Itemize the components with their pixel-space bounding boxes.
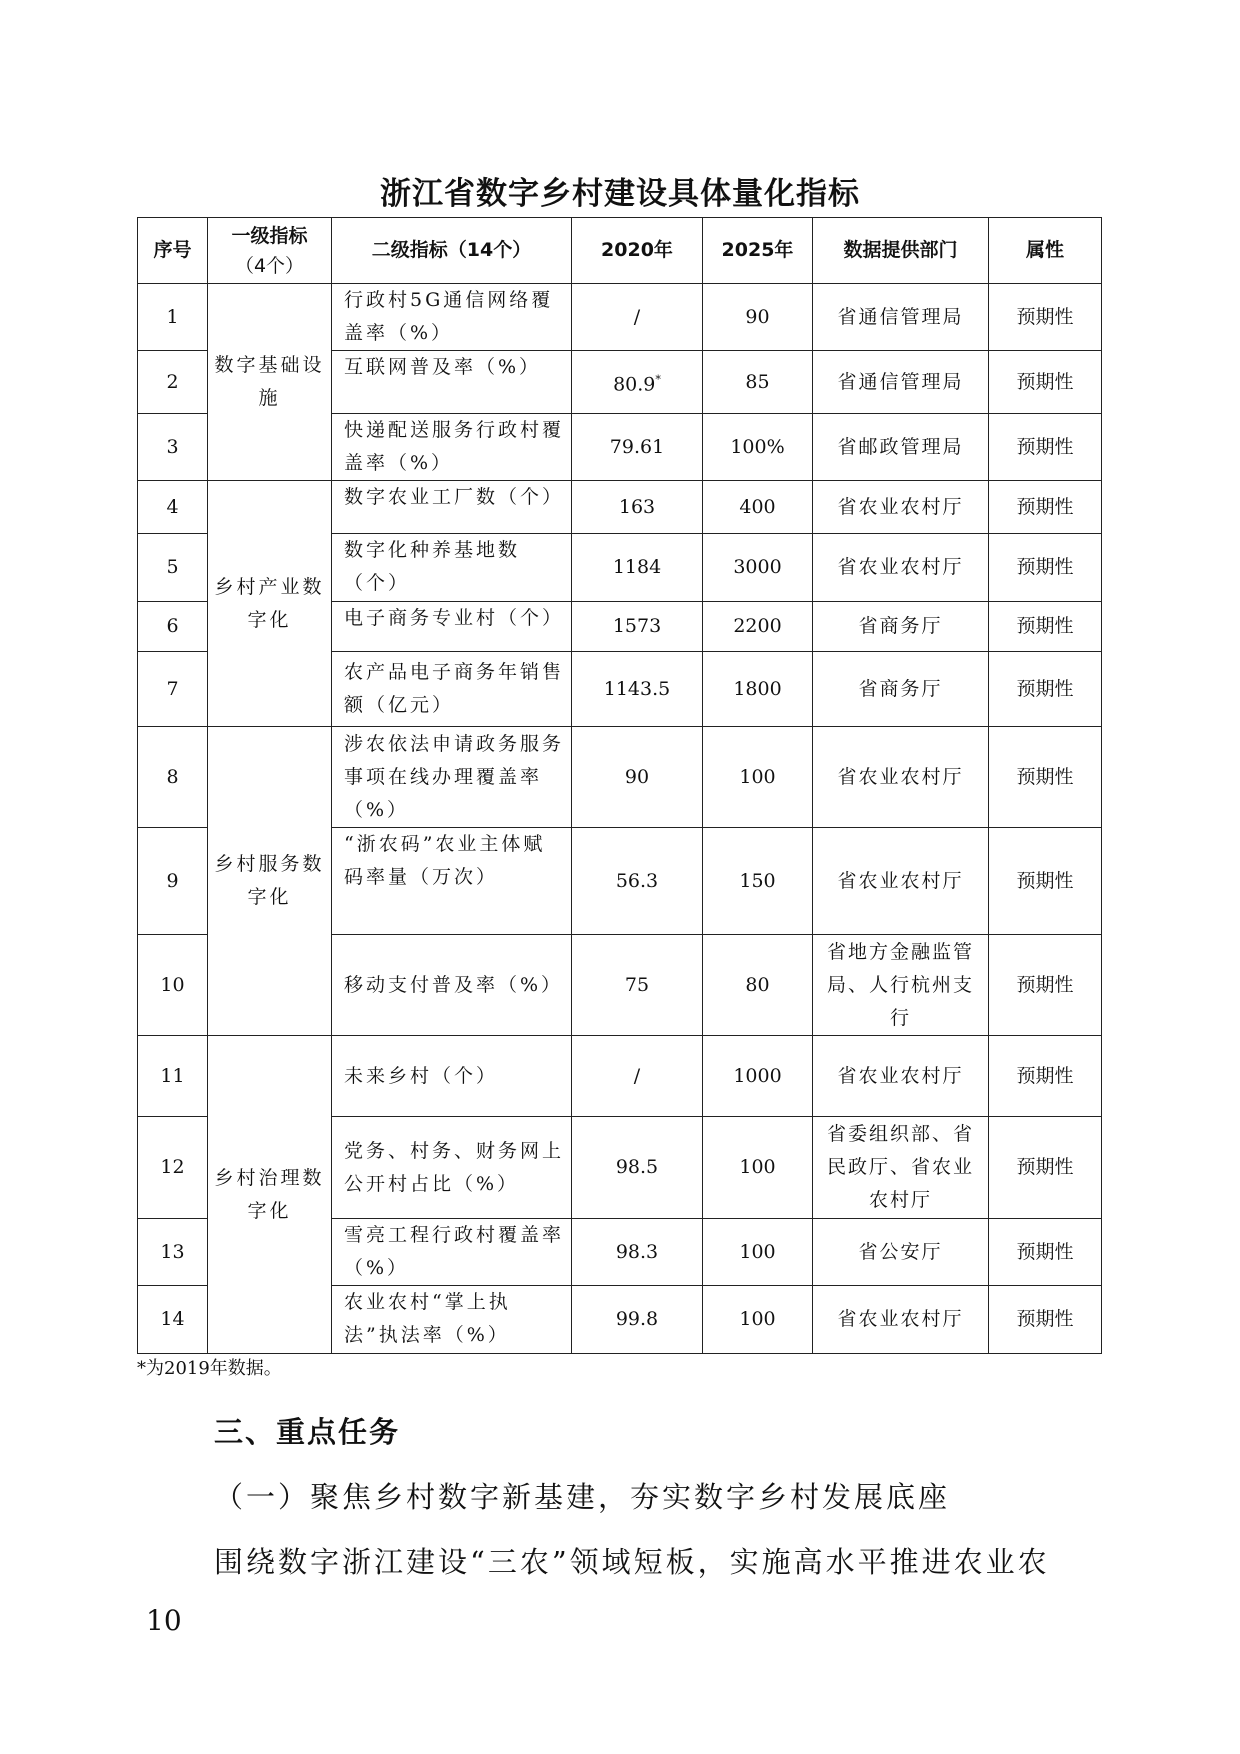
- table-row: [138, 1036, 1102, 1117]
- cell-dept: 省农业农村厅: [813, 828, 989, 935]
- cell-indicator: 党务、村务、财务网上公开村占比（%）: [332, 1117, 572, 1219]
- cell-2020-value: 80.9: [613, 373, 656, 396]
- cell-dept: 省农业农村厅: [813, 727, 989, 828]
- cell-dept: 省商务厅: [813, 652, 989, 727]
- cell-2020: /: [572, 284, 703, 351]
- group-cell: 乡村产业数字化: [208, 481, 332, 727]
- cell-seq: 12: [138, 1117, 208, 1219]
- cell-2025: 100: [703, 1117, 813, 1219]
- cell-seq: 2: [138, 351, 208, 414]
- cell-indicator: “浙农码”农业主体赋码率量（万次）: [332, 828, 572, 935]
- section-heading: 三、重点任务: [214, 1415, 401, 1449]
- cell-attr: 预期性: [989, 1117, 1102, 1219]
- cell-dept: 省通信管理局: [813, 284, 989, 351]
- cell-attr: 预期性: [989, 1286, 1102, 1354]
- header-2020: 2020年: [572, 218, 703, 284]
- cell-attr: 预期性: [989, 1219, 1102, 1286]
- table-row: [138, 481, 1102, 534]
- indicator-table: [137, 217, 1102, 1354]
- cell-2020: 1143.5: [572, 652, 703, 727]
- table-row: [138, 284, 1102, 351]
- subsection-heading: （一）聚焦乡村数字新基建，夯实数字乡村发展底座: [214, 1480, 951, 1514]
- cell-seq: 4: [138, 481, 208, 534]
- cell-dept: 省委组织部、省民政厅、省农业农村厅: [813, 1117, 989, 1219]
- cell-2025: 100: [703, 727, 813, 828]
- cell-indicator: 数字农业工厂数（个）: [332, 481, 572, 534]
- cell-2020: 98.5: [572, 1117, 703, 1219]
- cell-indicator: 农业农村“掌上执法”执法率（%）: [332, 1286, 572, 1354]
- cell-indicator: 未来乡村（个）: [332, 1036, 572, 1117]
- cell-indicator: 数字化种养基地数（个）: [332, 534, 572, 602]
- header-attr: 属性: [989, 218, 1102, 284]
- cell-2025: 1000: [703, 1036, 813, 1117]
- table-header-row: [138, 218, 1102, 284]
- header-seq: 序号: [138, 218, 208, 284]
- page-number: 10: [146, 1604, 182, 1637]
- cell-attr: 预期性: [989, 602, 1102, 652]
- header-level2: 二级指标（14个）: [332, 218, 572, 284]
- footnote-mark: *: [655, 372, 661, 386]
- cell-2020: 1184: [572, 534, 703, 602]
- cell-attr: 预期性: [989, 828, 1102, 935]
- cell-2025: 100: [703, 1219, 813, 1286]
- table-row: [138, 727, 1102, 828]
- cell-indicator: 涉农依法申请政务服务事项在线办理覆盖率（%）: [332, 727, 572, 828]
- cell-attr: 预期性: [989, 481, 1102, 534]
- cell-2025: 100: [703, 1286, 813, 1354]
- cell-2020: 79.61: [572, 414, 703, 481]
- cell-attr: 预期性: [989, 534, 1102, 602]
- cell-2025: 85: [703, 351, 813, 414]
- cell-attr: 预期性: [989, 351, 1102, 414]
- cell-dept: 省邮政管理局: [813, 414, 989, 481]
- group-cell: 数字基础设施: [208, 284, 332, 481]
- cell-indicator: 快递配送服务行政村覆盖率（%）: [332, 414, 572, 481]
- cell-dept: 省农业农村厅: [813, 1286, 989, 1354]
- header-dept: 数据提供部门: [813, 218, 989, 284]
- cell-seq: 5: [138, 534, 208, 602]
- cell-dept: 省公安厅: [813, 1219, 989, 1286]
- body-paragraph: 围绕数字浙江建设“三农”领域短板，实施高水平推进农业农: [214, 1545, 1050, 1579]
- cell-2025: 2200: [703, 602, 813, 652]
- group-cell: 乡村治理数字化: [208, 1036, 332, 1354]
- cell-2025: 150: [703, 828, 813, 935]
- cell-2020: /: [572, 1036, 703, 1117]
- cell-indicator: 农产品电子商务年销售额（亿元）: [332, 652, 572, 727]
- header-level1: 一级指标 （4个）: [208, 218, 332, 284]
- cell-seq: 1: [138, 284, 208, 351]
- table-footnote: *为2019年数据。: [137, 1358, 282, 1379]
- cell-indicator: 互联网普及率（%）: [332, 351, 572, 414]
- cell-dept: 省农业农村厅: [813, 534, 989, 602]
- cell-seq: 13: [138, 1219, 208, 1286]
- cell-2020: 163: [572, 481, 703, 534]
- cell-attr: 预期性: [989, 284, 1102, 351]
- cell-indicator: 行政村5G通信网络覆盖率（%）: [332, 284, 572, 351]
- cell-2020: [572, 351, 703, 414]
- cell-seq: 10: [138, 935, 208, 1036]
- cell-seq: 3: [138, 414, 208, 481]
- cell-2025: 400: [703, 481, 813, 534]
- cell-seq: 11: [138, 1036, 208, 1117]
- cell-attr: 预期性: [989, 414, 1102, 481]
- cell-attr: 预期性: [989, 652, 1102, 727]
- cell-2020: 1573: [572, 602, 703, 652]
- cell-2020: 90: [572, 727, 703, 828]
- cell-indicator: 电子商务专业村（个）: [332, 602, 572, 652]
- cell-dept: 省农业农村厅: [813, 481, 989, 534]
- cell-2025: 3000: [703, 534, 813, 602]
- group-cell: 乡村服务数字化: [208, 727, 332, 1036]
- cell-2020: 98.3: [572, 1219, 703, 1286]
- cell-2025: 100%: [703, 414, 813, 481]
- cell-dept: 省通信管理局: [813, 351, 989, 414]
- cell-seq: 9: [138, 828, 208, 935]
- cell-attr: 预期性: [989, 1036, 1102, 1117]
- cell-dept: 省商务厅: [813, 602, 989, 652]
- cell-2020: 99.8: [572, 1286, 703, 1354]
- cell-seq: 8: [138, 727, 208, 828]
- cell-indicator: 雪亮工程行政村覆盖率（%）: [332, 1219, 572, 1286]
- cell-seq: 6: [138, 602, 208, 652]
- cell-dept: 省地方金融监管局、人行杭州支行: [813, 935, 989, 1036]
- cell-seq: 7: [138, 652, 208, 727]
- cell-2025: 80: [703, 935, 813, 1036]
- cell-indicator: 移动支付普及率（%）: [332, 935, 572, 1036]
- cell-2025: 1800: [703, 652, 813, 727]
- cell-2020: 75: [572, 935, 703, 1036]
- cell-attr: 预期性: [989, 935, 1102, 1036]
- cell-attr: 预期性: [989, 727, 1102, 828]
- header-2025: 2025年: [703, 218, 813, 284]
- cell-2020: 56.3: [572, 828, 703, 935]
- cell-seq: 14: [138, 1286, 208, 1354]
- table-title: 浙江省数字乡村建设具体量化指标: [380, 176, 860, 212]
- cell-dept: 省农业农村厅: [813, 1036, 989, 1117]
- cell-2025: 90: [703, 284, 813, 351]
